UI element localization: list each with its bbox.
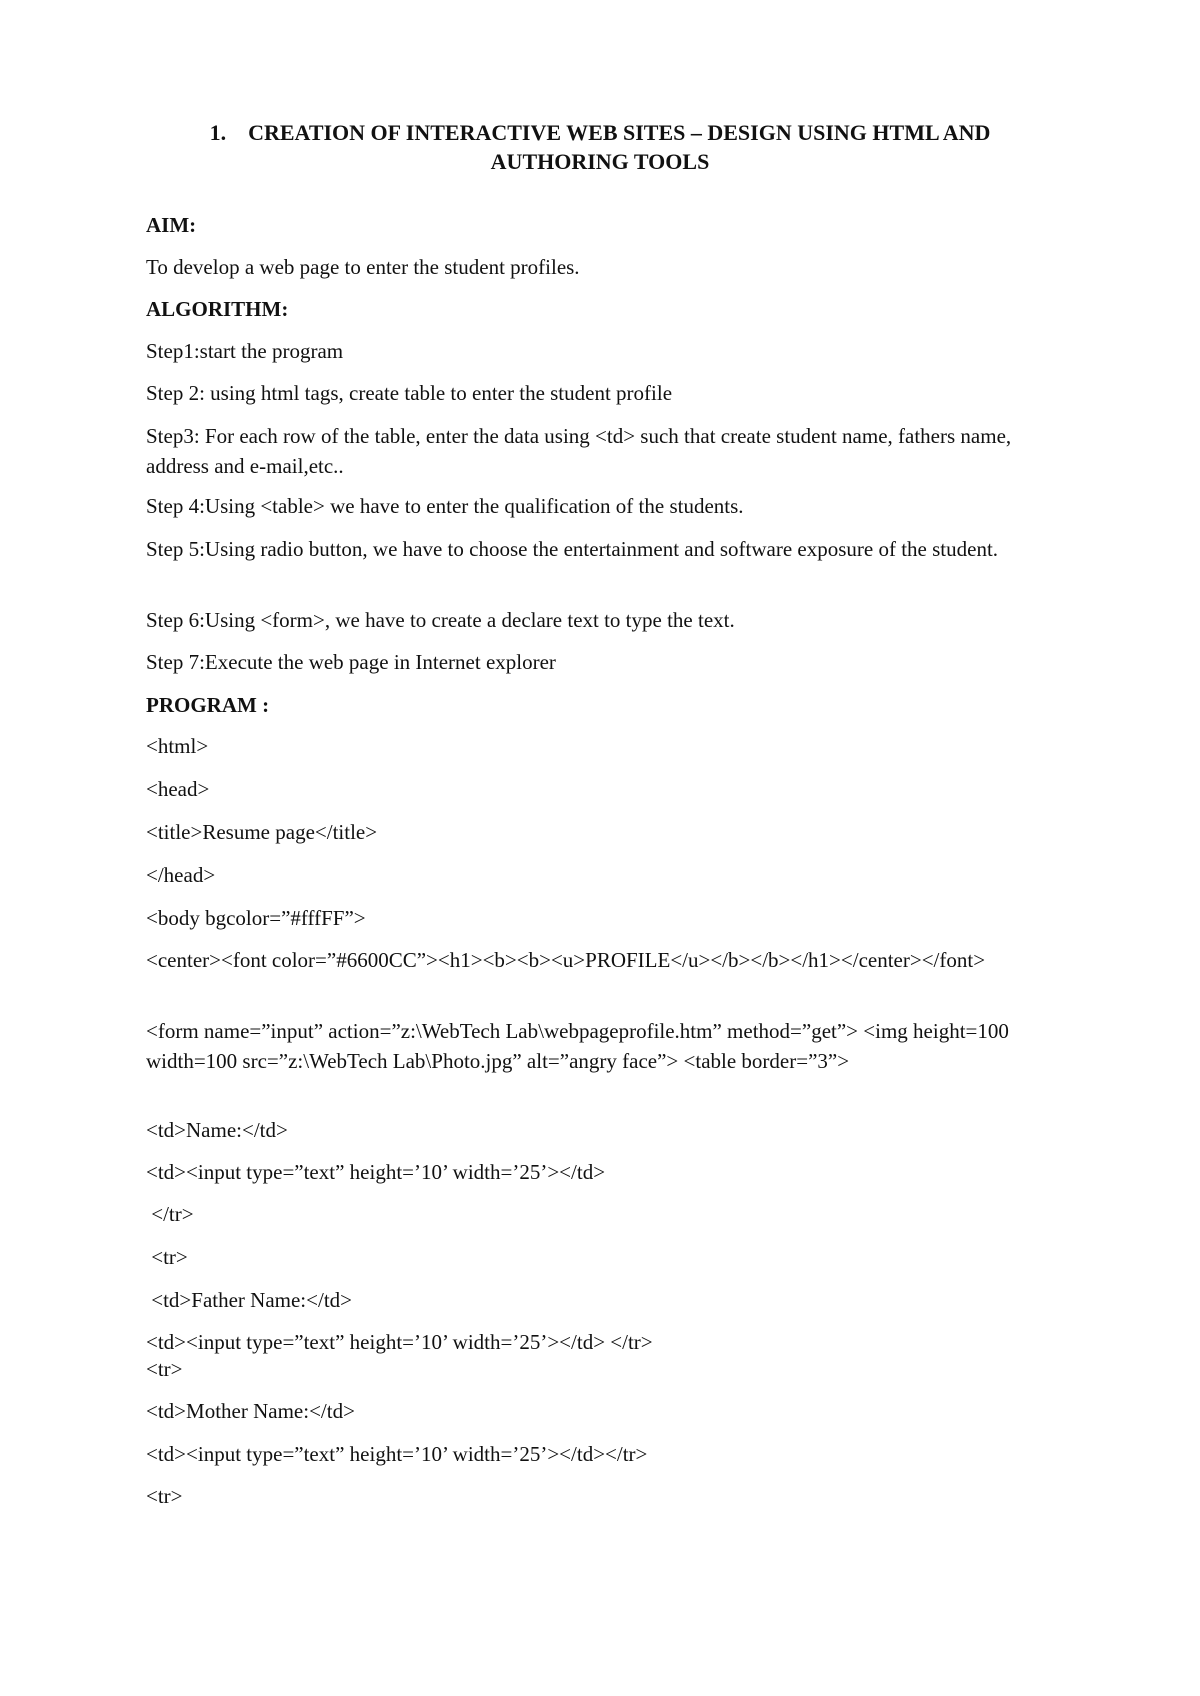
algorithm-step: Step 6:Using <form>, we have to create a declare text to type the text. (146, 608, 735, 632)
code-line: </head> (146, 863, 216, 887)
title-line-2: AUTHORING TOOLS (490, 149, 710, 174)
algorithm-step: Step 4:Using <table> we have to enter the qualification of the students. (146, 494, 744, 518)
code-line: <tr> (146, 1245, 188, 1269)
algorithm-step: Step3: For each row of the table, enter the data using <td> such that create student name, fathers name, address and e-mail,etc.. (146, 424, 1017, 478)
code-line: <form name=”input” action=”z:\WebTech Lab\webpageprofile.htm” method=”get”> <img height=100 width=100 src=”z:\WebTech Lab\Photo.jpg” alt=”angry face”> <table border=”3”> (146, 1019, 1015, 1073)
aim-heading: AIM: (146, 213, 197, 237)
code-line: <center><font color=”#6600CC”><h1><b><b><u>PROFILE</u></b></b></h1></center></font> (146, 948, 986, 972)
code-line: <body bgcolor=”#fffFF”> (146, 906, 366, 930)
document-title (150, 118, 1050, 176)
algorithm-step: Step1:start the program (146, 339, 344, 363)
code-line: <title>Resume page</title> (146, 820, 378, 844)
program-heading: PROGRAM : (146, 693, 270, 717)
code-line: <head> (146, 777, 210, 801)
code-line: <td><input type=”text” height=’10’ width=’25’></td> (146, 1160, 606, 1184)
code-line: <tr> (146, 1357, 183, 1381)
code-line: <td><input type=”text” height=’10’ width=’25’></td></tr> (146, 1442, 648, 1466)
code-line: <td>Father Name:</td> (146, 1288, 353, 1312)
algorithm-heading: ALGORITHM: (146, 297, 289, 321)
code-line: <td>Mother Name:</td> (146, 1399, 355, 1423)
algorithm-step: Step 5:Using radio button, we have to choose the entertainment and software exposure of the student. (146, 537, 999, 561)
algorithm-step: Step 2: using html tags, create table to enter the student profile (146, 381, 673, 405)
code-line: <td>Name:</td> (146, 1118, 288, 1142)
code-line: <tr> (146, 1484, 183, 1508)
aim-text: To develop a web page to enter the student profiles. (146, 255, 580, 279)
algorithm-step: Step 7:Execute the web page in Internet explorer (146, 650, 556, 674)
title-number: 1. (209, 120, 227, 145)
code-line: <td><input type=”text” height=’10’ width=’25’></td> </tr> (146, 1330, 653, 1354)
title-line-1: CREATION OF INTERACTIVE WEB SITES – DESIGN USING HTML AND (248, 120, 991, 145)
code-line: </tr> (146, 1202, 194, 1226)
code-line: <html> (146, 734, 209, 758)
